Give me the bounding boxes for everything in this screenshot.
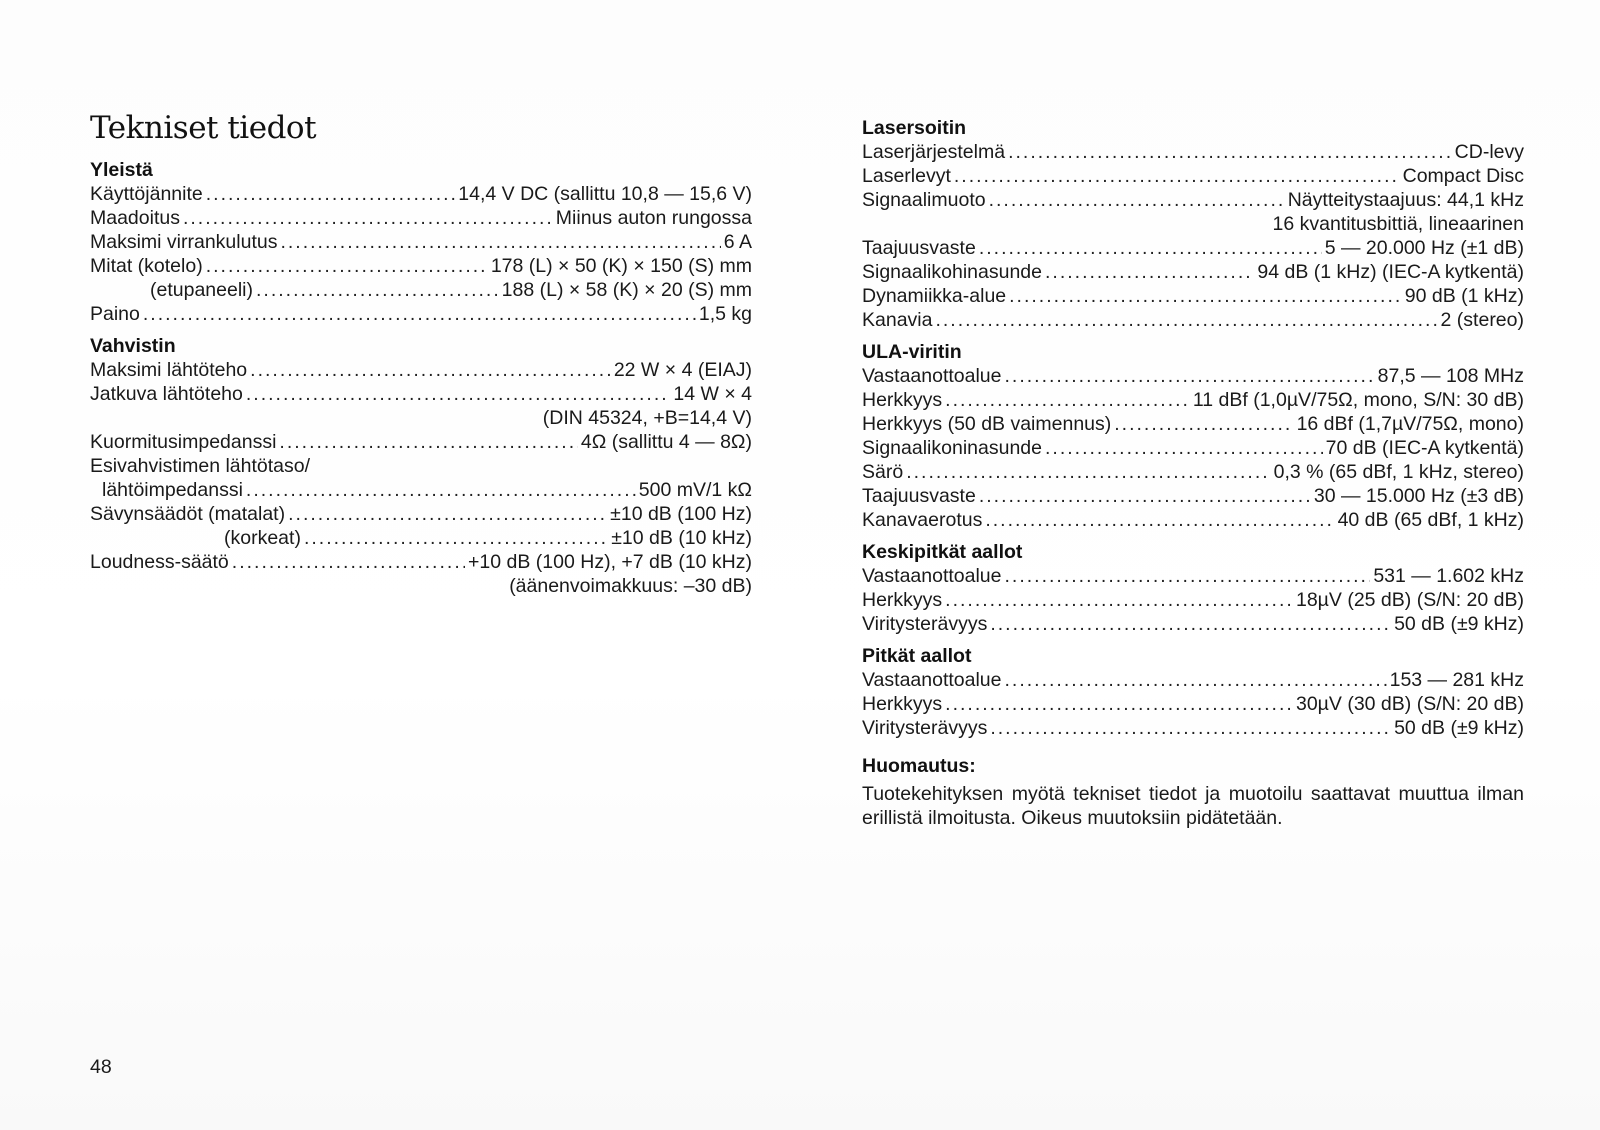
dot-leader — [279, 430, 577, 454]
spec-label: Vastaanottoalue — [862, 565, 1002, 587]
spec-row — [862, 716, 1524, 740]
right-column — [862, 116, 1524, 838]
section-heading-note: Huomautus: — [862, 755, 976, 777]
spec-value: 11 dBf (1,0µV/75Ω, mono, S/N: 30 dB) — [1192, 389, 1524, 411]
spec-label: Kanavaerotus — [862, 509, 983, 531]
spec-label: Vastaanottoalue — [862, 669, 1002, 691]
dot-leader — [143, 302, 696, 326]
spec-row — [862, 164, 1524, 188]
dot-leader — [990, 716, 1391, 740]
spec-value: CD-levy — [1454, 141, 1524, 163]
spec-label: Maksimi virrankulutus — [90, 231, 278, 253]
spec-value: ±10 dB (10 kHz) — [611, 527, 752, 549]
spec-row — [862, 588, 1524, 612]
spec-label: Dynamiikka-alue — [862, 285, 1007, 307]
spec-value: 70 dB (IEC-A kytkentä) — [1325, 437, 1524, 459]
spec-value: 90 dB (1 kHz) — [1404, 285, 1524, 307]
spec-row — [862, 460, 1524, 484]
spec-value: 531 — 1.602 kHz — [1373, 565, 1524, 587]
note-paragraph: Tuotekehityksen myötä tekniset tiedot ja muotoilu saattavat muuttua ilman erillistä ilmoitusta. Oikeus muutoksiin pidätetään. — [862, 783, 1524, 829]
spec-label: Herkkyys — [862, 693, 943, 715]
spec-value: 30µV (30 dB) (S/N: 20 dB) — [1295, 693, 1524, 715]
dot-leader — [990, 612, 1391, 636]
spec-value-continuation: 16 kvantitusbittiä, lineaarinen — [1272, 213, 1524, 235]
dot-leader — [979, 484, 1311, 508]
spec-label: Viritysterävyys — [862, 717, 988, 739]
spec-value: 87,5 — 108 MHz — [1377, 365, 1524, 387]
spec-value: ±10 dB (100 Hz) — [610, 503, 752, 525]
spec-value: 2 (stereo) — [1440, 309, 1524, 331]
spec-value: 500 mV/1 kΩ — [638, 479, 752, 501]
section-heading-vahvistin: Vahvistin — [90, 335, 176, 357]
dot-leader — [304, 526, 608, 550]
spec-row — [862, 564, 1524, 588]
spec-value: Näytteitystaajuus: 44,1 kHz — [1287, 189, 1524, 211]
spec-row — [90, 526, 752, 550]
spec-label: Jatkuva lähtöteho — [90, 383, 243, 405]
spec-row — [862, 236, 1524, 260]
section-vahvistin — [90, 334, 752, 598]
dot-leader — [280, 230, 720, 254]
dot-leader — [906, 460, 1270, 484]
spec-row — [862, 140, 1524, 164]
dot-leader — [183, 206, 553, 230]
spec-row — [90, 478, 752, 502]
spec-label: Taajuusvaste — [862, 485, 976, 507]
dot-leader — [985, 508, 1334, 532]
spec-label: Herkkyys — [862, 589, 943, 611]
spec-value: 188 (L) × 58 (K) × 20 (S) mm — [501, 279, 752, 301]
spec-value: 40 dB (65 dBf, 1 kHz) — [1337, 509, 1524, 531]
spec-row — [90, 382, 752, 406]
spec-row — [90, 182, 752, 206]
spec-value: +10 dB (100 Hz), +7 dB (10 kHz) — [468, 551, 752, 573]
dot-leader — [1009, 284, 1402, 308]
dot-leader — [1045, 260, 1254, 284]
spec-row — [862, 508, 1524, 532]
spec-label: Herkkyys — [862, 389, 943, 411]
dot-leader — [250, 358, 611, 382]
spec-label: (etupaneeli) — [150, 279, 253, 301]
spec-value: Miinus auton rungossa — [555, 207, 752, 229]
page-title: Tekniset tiedot — [90, 110, 317, 146]
spec-value: 6 A — [723, 231, 752, 253]
spec-value: 18µV (25 dB) (S/N: 20 dB) — [1295, 589, 1524, 611]
spec-label: Maadoitus — [90, 207, 180, 229]
spec-value-continuation: (äänenvoimakkuus: –30 dB) — [509, 575, 752, 597]
spec-label: lähtöimpedanssi — [102, 479, 243, 501]
spec-row — [862, 612, 1524, 636]
spec-value: 30 — 15.000 Hz (±3 dB) — [1313, 485, 1524, 507]
spec-row — [862, 668, 1524, 692]
spec-row — [90, 206, 752, 230]
section-keskipitkat — [862, 540, 1524, 636]
spec-label: Kanavia — [862, 309, 933, 331]
section-yleista — [90, 158, 752, 326]
section-heading-mw: Keskipitkät aallot — [862, 541, 1023, 563]
spec-value: 5 — 20.000 Hz (±1 dB) — [1324, 237, 1524, 259]
spec-label: (korkeat) — [224, 527, 301, 549]
dot-leader — [1005, 564, 1371, 588]
spec-row — [90, 230, 752, 254]
spec-row — [862, 388, 1524, 412]
spec-row — [90, 302, 752, 326]
spec-value: 14,4 V DC (sallittu 10,8 — 15,6 V) — [458, 183, 752, 205]
spec-value: 94 dB (1 kHz) (IEC-A kytkentä) — [1257, 261, 1524, 283]
spec-value: 16 dBf (1,7µV/75Ω, mono) — [1296, 413, 1524, 435]
spec-row — [862, 284, 1524, 308]
spec-row — [90, 502, 752, 526]
spec-row — [862, 412, 1524, 436]
spec-label: Signaalikohinasunde — [862, 261, 1042, 283]
spec-row — [862, 484, 1524, 508]
spec-label: Kuormitusimpedanssi — [90, 431, 277, 453]
spec-value-continuation: (DIN 45324, +B=14,4 V) — [542, 407, 752, 429]
section-heading-yleista: Yleistä — [90, 159, 153, 181]
dot-leader — [945, 388, 1190, 412]
spec-value: 50 dB (±9 kHz) — [1394, 717, 1524, 739]
spec-row — [862, 308, 1524, 332]
section-ula-viritin — [862, 340, 1524, 532]
spec-label: Vastaanottoalue — [862, 365, 1002, 387]
section-pitkat — [862, 644, 1524, 740]
spec-row — [90, 278, 752, 302]
section-heading-lw: Pitkät aallot — [862, 645, 972, 667]
spec-value: 50 dB (±9 kHz) — [1394, 613, 1524, 635]
section-heading-lasersoitin: Lasersoitin — [862, 117, 967, 139]
dot-leader — [935, 308, 1437, 332]
spec-row — [862, 436, 1524, 460]
section-heading-ula: ULA-viritin — [862, 341, 962, 363]
dot-leader — [989, 188, 1285, 212]
spec-label: Taajuusvaste — [862, 237, 976, 259]
spec-label: Herkkyys (50 dB vaimennus) — [862, 413, 1112, 435]
spec-label-line: Esivahvistimen lähtötaso/ — [90, 455, 311, 477]
dot-leader — [246, 478, 636, 502]
spec-label: Signaalimuoto — [862, 189, 986, 211]
dot-leader — [1114, 412, 1293, 436]
dot-leader — [1045, 436, 1323, 460]
dot-leader — [256, 278, 499, 302]
spec-row — [862, 692, 1524, 716]
dot-leader — [232, 550, 465, 574]
dot-leader — [246, 382, 671, 406]
spec-label: Signaalikoninasunde — [862, 437, 1042, 459]
dot-leader — [1008, 140, 1452, 164]
spec-row — [862, 364, 1524, 388]
spec-value: 178 (L) × 50 (K) × 150 (S) mm — [490, 255, 752, 277]
spec-value: 4Ω (sallittu 4 — 8Ω) — [580, 431, 752, 453]
dot-leader — [1005, 364, 1375, 388]
dot-leader — [206, 182, 456, 206]
dot-leader — [288, 502, 607, 526]
section-huomautus — [862, 754, 1524, 830]
spec-label: Paino — [90, 303, 140, 325]
spec-row — [90, 430, 752, 454]
dot-leader — [979, 236, 1322, 260]
dot-leader — [206, 254, 488, 278]
dot-leader — [1005, 668, 1387, 692]
spec-label: Särö — [862, 461, 904, 483]
spec-label: Sävynsäädöt (matalat) — [90, 503, 286, 525]
spec-label: Laserjärjestelmä — [862, 141, 1006, 163]
spec-label: Laserlevyt — [862, 165, 951, 187]
section-lasersoitin — [862, 116, 1524, 332]
spec-label: Loudness-säätö — [90, 551, 229, 573]
spec-label: Mitat (kotelo) — [90, 255, 203, 277]
spec-value: 153 — 281 kHz — [1389, 669, 1524, 691]
spec-row — [90, 550, 752, 574]
spec-label: Viritysterävyys — [862, 613, 988, 635]
dot-leader — [945, 588, 1293, 612]
spec-value: Compact Disc — [1402, 165, 1524, 187]
spec-row — [90, 254, 752, 278]
spec-row — [90, 358, 752, 382]
dot-leader — [945, 692, 1293, 716]
spec-row — [862, 188, 1524, 212]
spec-label: Maksimi lähtöteho — [90, 359, 248, 381]
spec-value: 1,5 kg — [698, 303, 752, 325]
spec-value: 0,3 % (65 dBf, 1 kHz, stereo) — [1273, 461, 1524, 483]
left-column — [90, 110, 752, 606]
spec-label: Käyttöjännite — [90, 183, 203, 205]
dot-leader — [954, 164, 1400, 188]
spec-value: 22 W × 4 (EIAJ) — [613, 359, 752, 381]
spec-row — [862, 260, 1524, 284]
spec-value: 14 W × 4 — [673, 383, 752, 405]
page-number: 48 — [90, 1056, 112, 1078]
